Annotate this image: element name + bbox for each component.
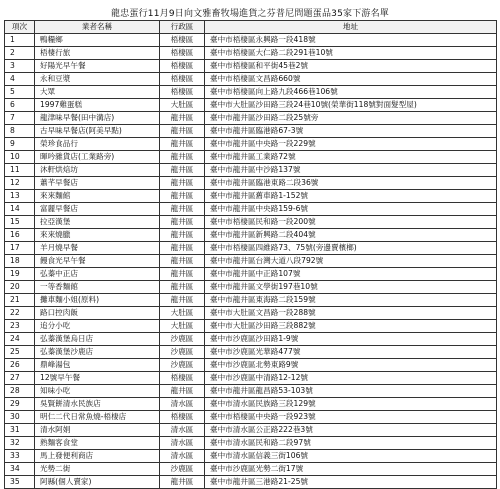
row-index: 5 (5, 86, 35, 99)
table-row (5, 424, 497, 437)
address: 臺中市梧棲區四維路73、75號(旁邊賣檳榔) (205, 242, 497, 255)
district: 龍井區 (160, 216, 205, 229)
address: 臺中市沙鹿區沙田路1-9號 (205, 333, 497, 346)
table-row (5, 307, 497, 320)
row-index: 1 (5, 34, 35, 47)
row-index: 26 (5, 359, 35, 372)
table-row (5, 164, 497, 177)
business-name: 來來燒臘 (35, 229, 160, 242)
table-row (5, 320, 497, 333)
district: 清水區 (160, 450, 205, 463)
address: 臺中市清水區民和路二段97號 (205, 437, 497, 450)
table-row (5, 34, 497, 47)
address: 臺中市龍井區中沙路137號 (205, 164, 497, 177)
address: 臺中市龍井區臨港路67-3號 (205, 125, 497, 138)
district: 龍井區 (160, 177, 205, 190)
row-index: 6 (5, 99, 35, 112)
page-title: 龍忠蛋行11月9日向文雅畜牧場進貨之芬普尼問題蛋品35家下游名單 (110, 9, 390, 19)
district: 龍井區 (160, 476, 205, 489)
row-index: 27 (5, 372, 35, 385)
address: 臺中市沙鹿區北勢東路9號 (205, 359, 497, 372)
business-name: 吳賢餅清水民族店 (35, 398, 160, 411)
business-name: 一等香麵館 (35, 281, 160, 294)
table-row (5, 216, 497, 229)
header-district: 行政區 (160, 21, 205, 34)
address: 臺中市清水區公正路222巷3號 (205, 424, 497, 437)
address: 臺中市龍井區工業路72號 (205, 151, 497, 164)
row-index: 17 (5, 242, 35, 255)
row-index: 29 (5, 398, 35, 411)
business-name: 追分小吃 (35, 320, 160, 333)
district: 沙鹿區 (160, 463, 205, 476)
header-index: 項次 (5, 21, 35, 34)
district: 龍井區 (160, 203, 205, 216)
district: 梧棲區 (160, 73, 205, 86)
address: 臺中市梧棲區向上路九段466巷106號 (205, 86, 497, 99)
business-name: 弘蓁漢堡沙鹿店 (35, 346, 160, 359)
table-row (5, 125, 497, 138)
business-name: 來來麵館 (35, 190, 160, 203)
row-index: 7 (5, 112, 35, 125)
row-index: 16 (5, 229, 35, 242)
table-row (5, 177, 497, 190)
address: 臺中市清水區民族路三段129號 (205, 398, 497, 411)
business-name: 知味小吃 (35, 385, 160, 398)
business-name: 熟麵客食堂 (35, 437, 160, 450)
row-index: 15 (5, 216, 35, 229)
table-header-row (5, 21, 497, 34)
row-index: 4 (5, 73, 35, 86)
address: 臺中市龍井區舊車路1-152號 (205, 190, 497, 203)
row-index: 21 (5, 294, 35, 307)
business-name: 鴨糧鄉 (35, 34, 160, 47)
table-row (5, 333, 497, 346)
address: 臺中市清水區信義三街106號 (205, 450, 497, 463)
district: 梧棲區 (160, 60, 205, 73)
business-name: 好陽光早午餐 (35, 60, 160, 73)
table-row (5, 294, 497, 307)
district: 梧棲區 (160, 411, 205, 424)
address: 臺中市梧棲區大仁路二段291巷10號 (205, 47, 497, 60)
table-row (5, 203, 497, 216)
business-name: 羊月燒早餐 (35, 242, 160, 255)
row-index: 23 (5, 320, 35, 333)
table-row (5, 346, 497, 359)
row-index: 35 (5, 476, 35, 489)
address: 臺中市大肚區沙田路三段24巷10號(榮華街118號對面髮型屋) (205, 99, 497, 112)
table-row (5, 60, 497, 73)
table-row (5, 190, 497, 203)
row-index: 8 (5, 125, 35, 138)
address: 臺中市龍井區臨港東路二段36號 (205, 177, 497, 190)
district: 龍井區 (160, 164, 205, 177)
business-name: 馬上發便利商店 (35, 450, 160, 463)
address: 臺中市沙鹿區中清路12-12號 (205, 372, 497, 385)
table-row (5, 47, 497, 60)
district: 龍井區 (160, 229, 205, 242)
business-name: 弘蓁漢堡烏日店 (35, 333, 160, 346)
business-name: 鼎峰湯包 (35, 359, 160, 372)
address: 臺中市大肚區文昌路一段288號 (205, 307, 497, 320)
table-body (5, 34, 497, 489)
row-index: 22 (5, 307, 35, 320)
row-index: 34 (5, 463, 35, 476)
address: 臺中市龍井區龍昌路53-103號 (205, 385, 497, 398)
district: 梧棲區 (160, 372, 205, 385)
business-name: 12號早午餐 (35, 372, 160, 385)
district: 龍井區 (160, 294, 205, 307)
table-row (5, 476, 497, 489)
district: 大肚區 (160, 99, 205, 112)
business-name: 梧棲行旅 (35, 47, 160, 60)
business-name: 永和豆漿 (35, 73, 160, 86)
address: 臺中市大肚區沙田路三段882號 (205, 320, 497, 333)
table-row (5, 411, 497, 424)
table-row (5, 385, 497, 398)
row-index: 19 (5, 268, 35, 281)
address: 臺中市龍井區新興路二段404號 (205, 229, 497, 242)
business-name: 攤車麵小姐(原料) (35, 294, 160, 307)
table-row (5, 99, 497, 112)
business-name: 沐軒烘焙坊 (35, 164, 160, 177)
business-name: 古早味早餐店(阿美早點) (35, 125, 160, 138)
table-row (5, 281, 497, 294)
row-index: 12 (5, 177, 35, 190)
district: 龍井區 (160, 112, 205, 125)
business-name: 大眾 (35, 86, 160, 99)
district: 清水區 (160, 398, 205, 411)
table-row (5, 372, 497, 385)
row-index: 31 (5, 424, 35, 437)
business-name: 阿縣(個人賣家) (35, 476, 160, 489)
district: 沙鹿區 (160, 346, 205, 359)
vendor-table (4, 20, 497, 489)
address: 臺中市梧棲區中央路一段923號 (205, 411, 497, 424)
table-row (5, 359, 497, 372)
district: 大肚區 (160, 320, 205, 333)
address: 臺中市龍井區中央路159-6號 (205, 203, 497, 216)
table-row (5, 450, 497, 463)
row-index: 9 (5, 138, 35, 151)
table-row (5, 255, 497, 268)
row-index: 11 (5, 164, 35, 177)
district: 梧棲區 (160, 86, 205, 99)
row-index: 30 (5, 411, 35, 424)
address: 臺中市沙鹿區光勢二街17號 (205, 463, 497, 476)
business-name: 拉亞漢堡 (35, 216, 160, 229)
address: 臺中市龍井區文學街197巷10號 (205, 281, 497, 294)
district: 龍井區 (160, 385, 205, 398)
business-name: 富麗早餐店 (35, 203, 160, 216)
business-name: 蕭芊早餐店 (35, 177, 160, 190)
row-index: 14 (5, 203, 35, 216)
address: 臺中市龍井區中央路一段229號 (205, 138, 497, 151)
address: 臺中市梧棲區和平街45巷2號 (205, 60, 497, 73)
table-row (5, 229, 497, 242)
district: 龍井區 (160, 125, 205, 138)
table-row (5, 73, 497, 86)
business-name: 榮珍食品行 (35, 138, 160, 151)
address: 臺中市龍井區東海路二段159號 (205, 294, 497, 307)
row-index: 24 (5, 333, 35, 346)
row-index: 25 (5, 346, 35, 359)
header-address: 地址 (205, 21, 497, 34)
table-row (5, 437, 497, 450)
table-row (5, 138, 497, 151)
address: 臺中市梧棲區永興路一段418號 (205, 34, 497, 47)
district: 梧棲區 (160, 34, 205, 47)
row-index: 32 (5, 437, 35, 450)
table-row (5, 242, 497, 255)
district: 清水區 (160, 424, 205, 437)
header-business-name: 業者名稱 (35, 21, 160, 34)
address: 臺中市龍井區沙田路二段25號旁 (205, 112, 497, 125)
row-index: 33 (5, 450, 35, 463)
table-row (5, 86, 497, 99)
business-name: 路口控肉飯 (35, 307, 160, 320)
row-index: 13 (5, 190, 35, 203)
district: 沙鹿區 (160, 359, 205, 372)
business-name: 光勢二街 (35, 463, 160, 476)
district: 龍井區 (160, 255, 205, 268)
row-index: 3 (5, 60, 35, 73)
district: 龍井區 (160, 151, 205, 164)
address: 臺中市梧棲區文昌路660號 (205, 73, 497, 86)
row-index: 28 (5, 385, 35, 398)
business-name: 暉吟雜貨店(工業路旁) (35, 151, 160, 164)
table-row (5, 268, 497, 281)
district: 龍井區 (160, 190, 205, 203)
district: 龍井區 (160, 242, 205, 255)
district: 龍井區 (160, 281, 205, 294)
district: 龍井區 (160, 268, 205, 281)
district: 清水區 (160, 437, 205, 450)
business-name: 饅食光早午餐 (35, 255, 160, 268)
business-name: 1997雞蛋糕 (35, 99, 160, 112)
district: 梧棲區 (160, 47, 205, 60)
business-name: 弘蓁中正店 (35, 268, 160, 281)
address: 臺中市龍井區台灣大道八段792號 (205, 255, 497, 268)
business-name: 龍津味早餐(田中溝店) (35, 112, 160, 125)
row-index: 20 (5, 281, 35, 294)
row-index: 2 (5, 47, 35, 60)
table-row (5, 463, 497, 476)
row-index: 10 (5, 151, 35, 164)
business-name: 清水阿娟 (35, 424, 160, 437)
address: 臺中市龍井區三港路21-25號 (205, 476, 497, 489)
row-index: 18 (5, 255, 35, 268)
business-name: 明仁二代日常魚燒-梧棲店 (35, 411, 160, 424)
address: 臺中市龍井區中正路107號 (205, 268, 497, 281)
address: 臺中市梧棲區民和路一段200號 (205, 216, 497, 229)
address: 臺中市沙鹿區光華路477號 (205, 346, 497, 359)
table-row (5, 151, 497, 164)
district: 大肚區 (160, 307, 205, 320)
table-row (5, 112, 497, 125)
table-row (5, 398, 497, 411)
district: 龍井區 (160, 138, 205, 151)
district: 沙鹿區 (160, 333, 205, 346)
